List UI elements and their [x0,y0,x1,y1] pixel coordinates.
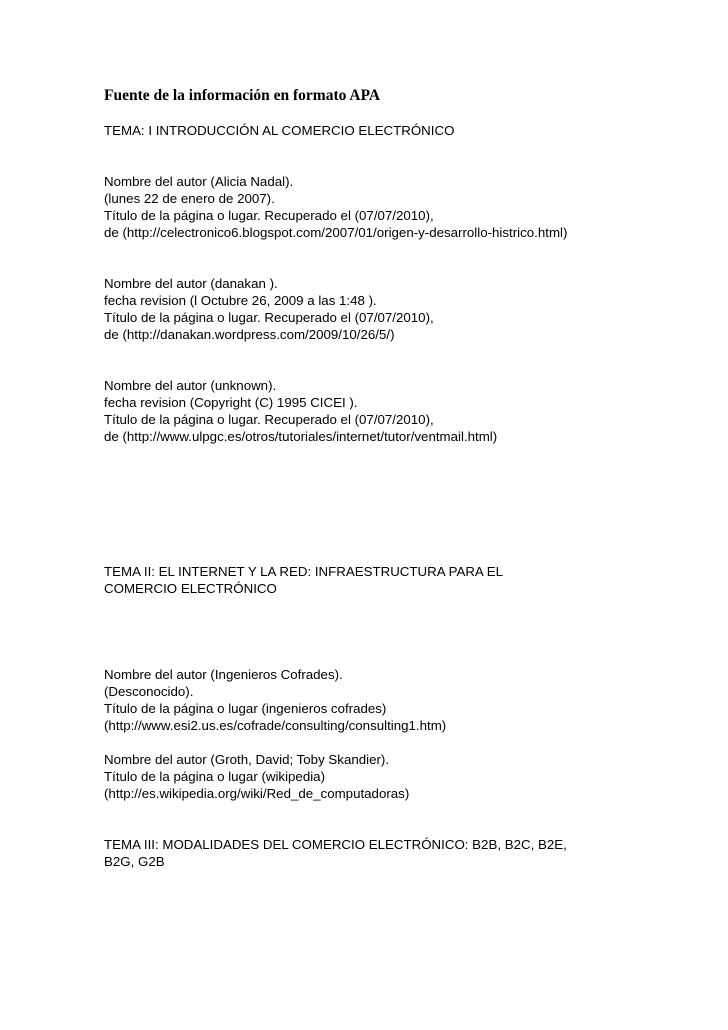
reference-date: fecha revision (Copyright (C) 1995 CICEI ). [104,395,358,410]
reference-entry [104,377,497,445]
document-title: Fuente de la información en formato APA [104,87,381,104]
reference-author: Nombre del autor (Alicia Nadal). [104,174,294,189]
reference-title: Título de la página o lugar. Recuperado el (07/07/2010), [104,310,434,325]
section-heading-line: TEMA II: EL INTERNET Y LA RED: INFRAESTRUCTURA PARA EL [104,564,504,579]
reference-url: de (http://celectronico6.blogspot.com/2007/01/origen-y-desarrollo-histrico.html) [104,225,568,240]
section-heading-line: TEMA III: MODALIDADES DEL COMERCIO ELECTRÓNICO: B2B, B2C, B2E, [104,837,567,852]
reference-entry [104,666,446,734]
reference-url: (http://www.esi2.us.es/cofrade/consulting/consulting1.htm) [104,718,447,733]
section-3-heading [104,836,567,870]
reference-title: Título de la página o lugar (wikipedia) [104,769,326,784]
reference-url: (http://es.wikipedia.org/wiki/Red_de_computadoras) [104,786,410,801]
section-2-heading [104,563,503,597]
reference-date: (lunes 22 de enero de 2007). [104,191,275,206]
reference-entry [104,275,434,343]
section-1-heading: TEMA: I INTRODUCCIÓN AL COMERCIO ELECTRÓNICO [104,123,455,138]
reference-author: Nombre del autor (Ingenieros Cofrades). [104,667,343,682]
reference-entry [104,173,567,241]
reference-title: Título de la página o lugar. Recuperado el (07/07/2010), [104,412,434,427]
section-heading-line: B2G, G2B [104,854,165,869]
section-heading-line: COMERCIO ELECTRÓNICO [104,581,277,596]
reference-date: fecha revision (l Octubre 26, 2009 a las 1:48 ). [104,293,377,308]
reference-author: Nombre del autor (unknown). [104,378,277,393]
reference-date: (Desconocido). [104,684,194,699]
reference-author: Nombre del autor (danakan ). [104,276,278,291]
reference-title: Título de la página o lugar (ingenieros cofrades) [104,701,387,716]
reference-author: Nombre del autor (Groth, David; Toby Skandier). [104,752,390,767]
reference-title: Título de la página o lugar. Recuperado el (07/07/2010), [104,208,434,223]
reference-url: de (http://www.ulpgc.es/otros/tutoriales/internet/tutor/ventmail.html) [104,429,498,444]
reference-entry [104,751,409,802]
reference-url: de (http://danakan.wordpress.com/2009/10/26/5/) [104,327,395,342]
